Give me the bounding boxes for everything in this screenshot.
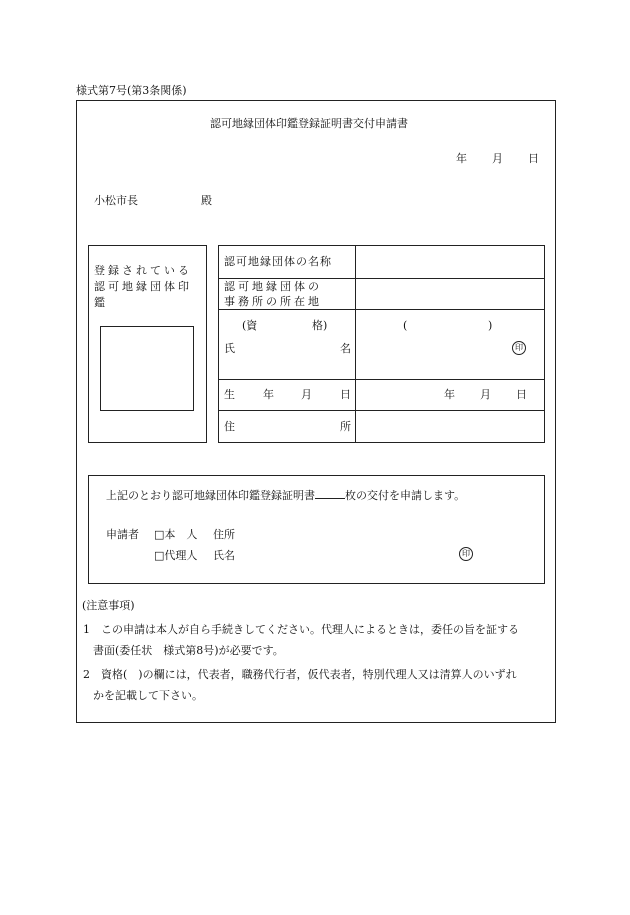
request-statement (106, 490, 465, 501)
office-address-field[interactable] (357, 280, 543, 308)
date-year[interactable]: 年 (456, 152, 467, 165)
applicant-seal-mark-icon: 印 (459, 547, 473, 561)
date-month[interactable]: 月 (492, 152, 503, 165)
name-label-1: 氏 (224, 342, 235, 355)
seal-label-line1: 登録されている (94, 264, 192, 277)
birth-year[interactable]: 年 (444, 388, 455, 401)
name-label-2: 名 (340, 342, 351, 355)
seal-label-line3: 鑑 (94, 296, 105, 309)
name-field[interactable] (357, 311, 507, 377)
birth-day[interactable]: 日 (516, 388, 527, 401)
table-row-divider (218, 309, 545, 310)
note-1-line1: この申請は本人が自ら手続きしてください。代理人によるときは，委任の旨を証する (101, 623, 519, 636)
table-column-divider (355, 245, 356, 443)
table-row-divider (218, 278, 545, 279)
request-statement-before: 上記のとおり認可地縁団体印鑑登録証明書 (106, 489, 315, 502)
address-label-2: 所 (340, 420, 351, 433)
table-row-divider (218, 379, 545, 380)
birth-label-4: 日 (340, 388, 351, 401)
org-name-label: 認可地縁団体の名称 (224, 255, 332, 268)
date-day[interactable]: 日 (528, 152, 539, 165)
note-1-line2: 書面(委任状 様式第8号)が必要です。 (93, 644, 284, 657)
birth-month[interactable]: 月 (480, 388, 491, 401)
notes-heading: (注意事項) (82, 599, 135, 612)
applicant-label: 申請者 (106, 528, 139, 541)
org-name-field[interactable] (357, 247, 543, 277)
seal-mark-icon: 印 (512, 341, 526, 355)
note-1-number: 1 (83, 623, 90, 636)
birth-label-2: 年 (263, 388, 274, 401)
addressee-honorific: 殿 (201, 194, 212, 207)
seal-label-line2: 認可地縁団体印 (94, 280, 192, 293)
address-field[interactable] (357, 412, 543, 441)
form-title: 認可地縁団体印鑑登録証明書交付申請書 (210, 117, 408, 130)
applicant-address-label: 住所 (213, 528, 235, 541)
note-2-number: 2 (83, 668, 90, 681)
qualification-paren-open: ( (403, 319, 408, 332)
note-2-line2: かを記載して下さい。 (93, 689, 203, 702)
form-number: 様式第7号(第3条関係) (76, 84, 187, 97)
proxy-option-checkbox[interactable]: □代理人 (154, 549, 198, 562)
seal-impression-box[interactable] (100, 326, 194, 411)
note-2-line1: 資格( )の欄には，代表者，職務代行者，仮代表者，特別代理人又は清算人のいずれ (101, 668, 517, 681)
qualification-close: 格) (312, 319, 328, 332)
addressee-mayor: 小松市長 (94, 194, 138, 207)
office-label-line2: 事務所の所在地 (224, 295, 322, 308)
address-label-1: 住 (224, 420, 235, 433)
table-row-divider (218, 410, 545, 411)
copies-field[interactable] (315, 490, 345, 499)
office-label-line1: 認可地縁団体の (224, 280, 322, 293)
applicant-name-label: 氏名 (213, 549, 235, 562)
qualification-paren-close: ) (488, 319, 493, 332)
birth-label-3: 月 (301, 388, 312, 401)
self-option-checkbox[interactable]: □本 人 (154, 528, 198, 541)
qualification-open: (資 (242, 319, 258, 332)
birth-label-1: 生 (224, 388, 235, 401)
request-statement-after: 枚の交付を申請します。 (345, 489, 466, 502)
